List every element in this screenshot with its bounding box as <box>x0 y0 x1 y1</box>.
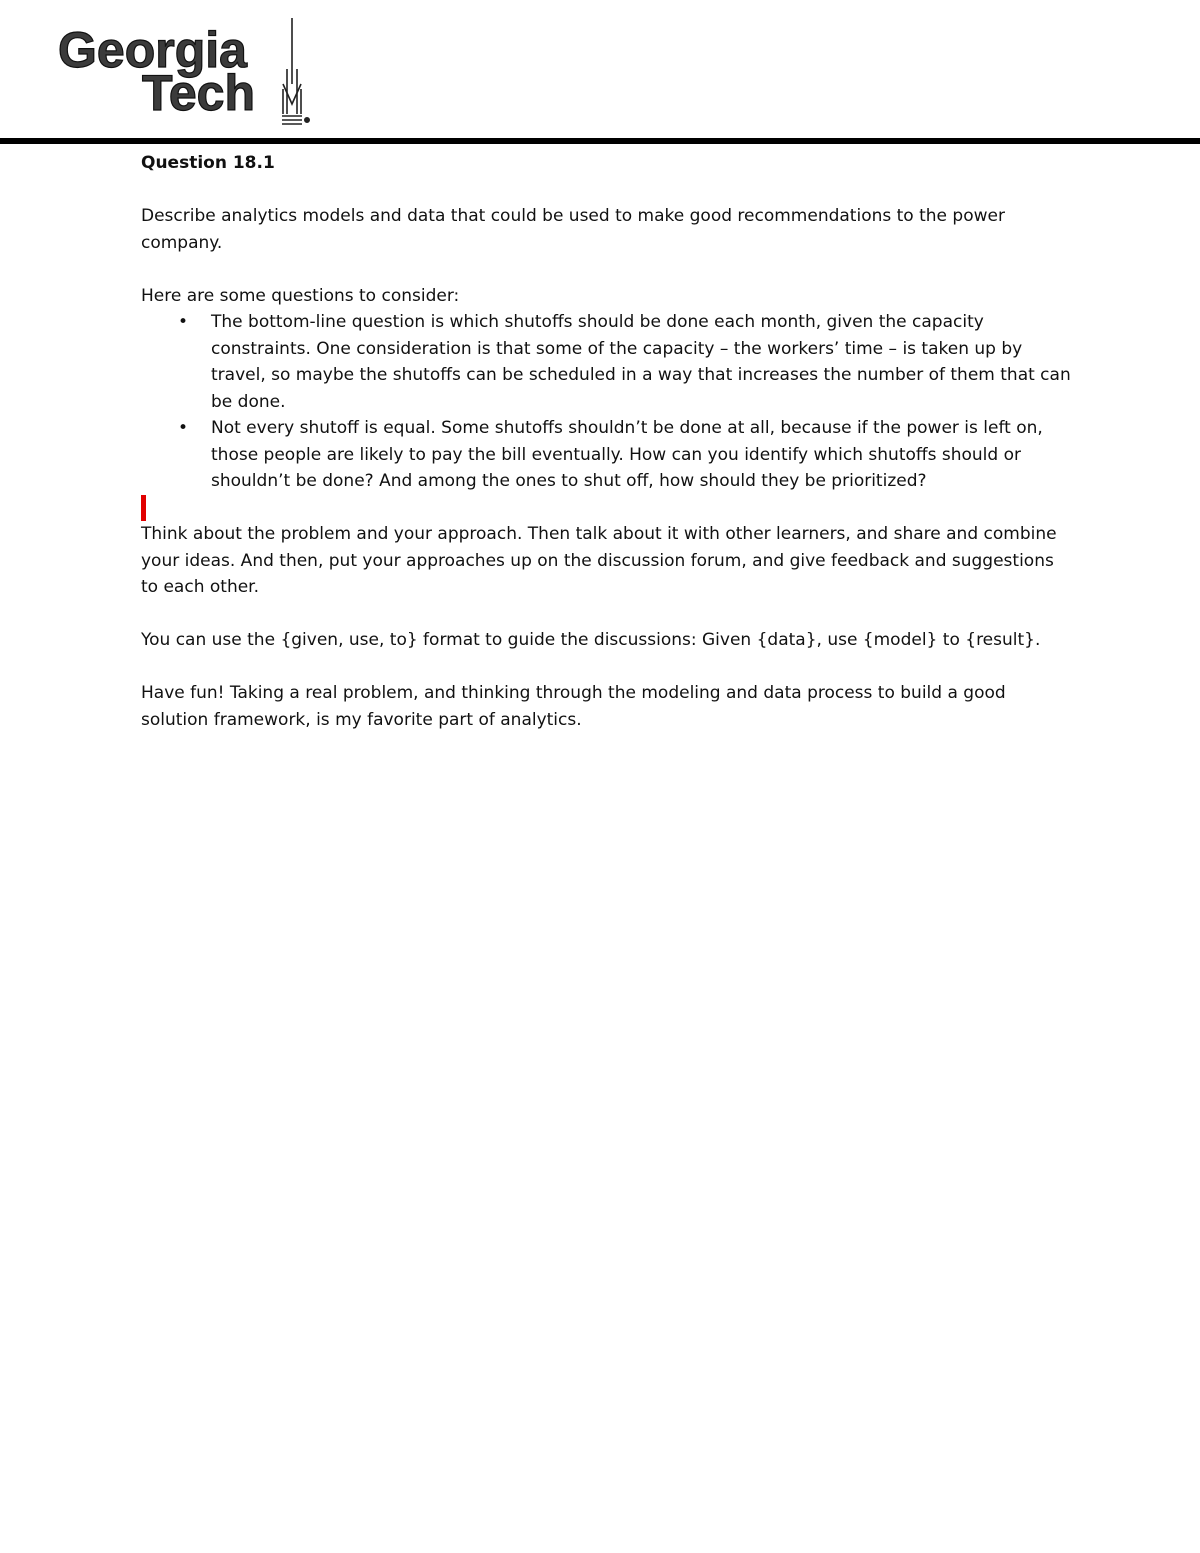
format-paragraph: You can use the {given, use, to} format to guide the discussions: Given {data}, use {model} to {result}. <box>141 630 1041 650</box>
spacer <box>141 654 1071 681</box>
list-item-text: The bottom-line question is which shutoffs should be done each month, given the capacity constraints. One consideration is that some of the capacity – the workers’ time – is taken up by travel, so maybe the shutoffs can be scheduled in a way that increases the number of them that can be done. <box>211 312 1071 412</box>
cursor-line <box>141 495 1071 522</box>
header-divider <box>0 138 1200 144</box>
intro-paragraph: Describe analytics models and data that could be used to make good recommendations to the power company. <box>141 206 1005 253</box>
document-body <box>141 150 1071 733</box>
tower-icon <box>282 18 309 124</box>
logo-line-tech: Tech <box>142 65 255 121</box>
logo-line-georgia: Georgia <box>58 22 247 78</box>
georgia-tech-logo <box>58 14 328 130</box>
list-item-text: Not every shutoff is equal. Some shutoffs shouldn’t be done at all, because if the power is left on, those people are likely to pay the bill eventually. How can you identify which shutoffs should or shouldn’t be done? And among the ones to shut off, how should they be prioritized? <box>211 418 1043 491</box>
spacer <box>141 256 1071 283</box>
bullet-icon: • <box>177 312 189 332</box>
considerations-lead: Here are some questions to consider: <box>141 285 460 306</box>
question-heading: Question 18.1 <box>141 153 275 173</box>
approach-paragraph: Think about the problem and your approach. Then talk about it with other learners, and share and combine your ideas. And then, put your approaches up on the discussion forum, and give feedback and suggestions to each other. <box>141 524 1057 597</box>
considerations-list <box>141 309 1071 495</box>
text-cursor <box>141 495 146 521</box>
page-header <box>0 0 1200 150</box>
spacer <box>141 177 1071 204</box>
closing-paragraph: Have fun! Taking a real problem, and thinking through the modeling and data process to build a good solution framework, is my favorite part of analytics. <box>141 683 1006 730</box>
bullet-icon: • <box>177 418 189 438</box>
list-item <box>141 415 1071 495</box>
spacer <box>141 601 1071 628</box>
list-item <box>141 309 1071 415</box>
